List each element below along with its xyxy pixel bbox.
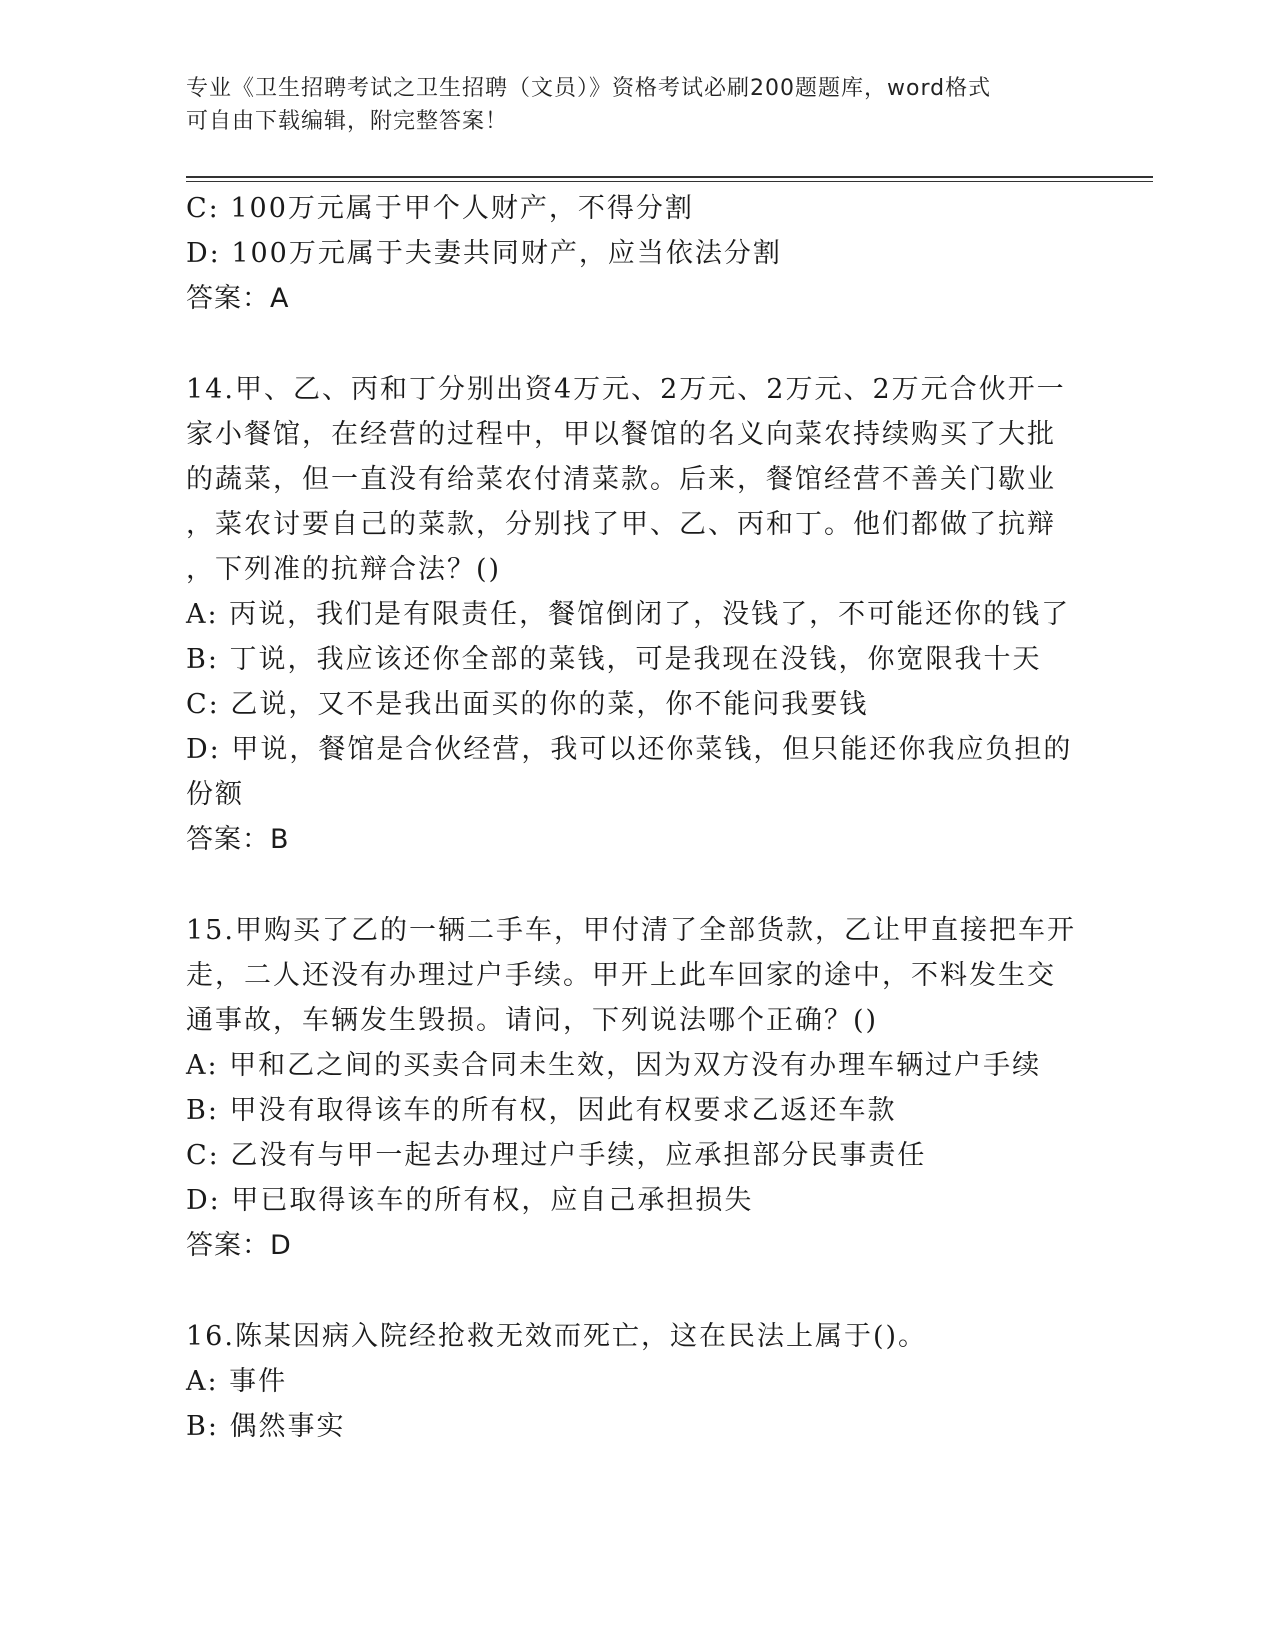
- question-stem-line: 走，二人还没有办理过户手续。甲开上此车回家的途中，不料发生交: [186, 960, 1056, 991]
- option-d: D: 甲说，餐馆是合伙经营，我可以还你菜钱，但只能还你我应负担的: [186, 734, 1073, 765]
- question-15: [186, 908, 1086, 1268]
- option-b: B: 偶然事实: [186, 1411, 346, 1442]
- question-stem-line: 14.甲、乙、丙和丁分别出资4万元、2万元、2万元、2万元合伙开一: [186, 374, 1066, 405]
- answer-line: 答案：D: [186, 1230, 292, 1261]
- option-d: D: 100万元属于夫妻共同财产，应当依法分割: [186, 238, 782, 269]
- question-stem-line: 16.陈某因病入院经抢救无效而死亡，这在民法上属于()。: [186, 1321, 928, 1352]
- question-stem-line: 家小餐馆，在经营的过程中，甲以餐馆的名义向菜农持续购买了大批: [186, 419, 1056, 450]
- header-line-1: 专业《卫生招聘考试之卫生招聘（文员）》资格考试必刷200题题库，word格式: [186, 76, 992, 101]
- question-14: [186, 367, 1086, 862]
- question-stem-line: 的蔬菜，但一直没有给菜农付清菜款。后来，餐馆经营不善关门歇业: [186, 464, 1056, 495]
- option-a: A: 丙说，我们是有限责任，餐馆倒闭了，没钱了，不可能还你的钱了: [186, 599, 1071, 630]
- question-stem-line: ，下列准的抗辩合法？(): [186, 554, 502, 585]
- question-13-tail: [186, 186, 1086, 321]
- option-b: B: 丁说，我应该还你全部的菜钱，可是我现在没钱，你宽限我十天: [186, 644, 1042, 675]
- answer-line: 答案：B: [186, 824, 290, 855]
- option-b: B: 甲没有取得该车的所有权，因此有权要求乙返还车款: [186, 1095, 897, 1126]
- option-a: A: 甲和乙之间的买卖合同未生效，因为双方没有办理车辆过户手续: [186, 1050, 1042, 1081]
- document-body: [186, 186, 1086, 1449]
- spacer: [186, 1268, 1086, 1314]
- option-d: D: 甲已取得该车的所有权，应自己承担损失: [186, 1185, 754, 1216]
- answer-line: 答案：A: [186, 283, 290, 314]
- option-c: C: 乙说，又不是我出面买的你的菜，你不能问我要钱: [186, 689, 869, 720]
- question-stem-line: ，菜农讨要自己的菜款，分别找了甲、乙、丙和丁。他们都做了抗辩: [186, 509, 1056, 540]
- header-divider-thick: [186, 176, 1153, 178]
- option-d-continued: 份额: [186, 779, 244, 810]
- spacer: [186, 321, 1086, 367]
- header-line-2: 可自由下载编辑，附完整答案！: [186, 109, 509, 134]
- question-16: [186, 1314, 1086, 1449]
- option-a: A: 事件: [186, 1366, 288, 1397]
- header-divider-thin: [186, 181, 1153, 182]
- option-c: C: 100万元属于甲个人财产，不得分割: [186, 193, 694, 224]
- option-c: C: 乙没有与甲一起去办理过户手续，应承担部分民事责任: [186, 1140, 927, 1171]
- question-stem-line: 通事故，车辆发生毁损。请问，下列说法哪个正确？(): [186, 1005, 879, 1036]
- spacer: [186, 862, 1086, 908]
- document-header: [186, 72, 1066, 138]
- question-stem-line: 15.甲购买了乙的一辆二手车，甲付清了全部货款，乙让甲直接把车开: [186, 915, 1076, 946]
